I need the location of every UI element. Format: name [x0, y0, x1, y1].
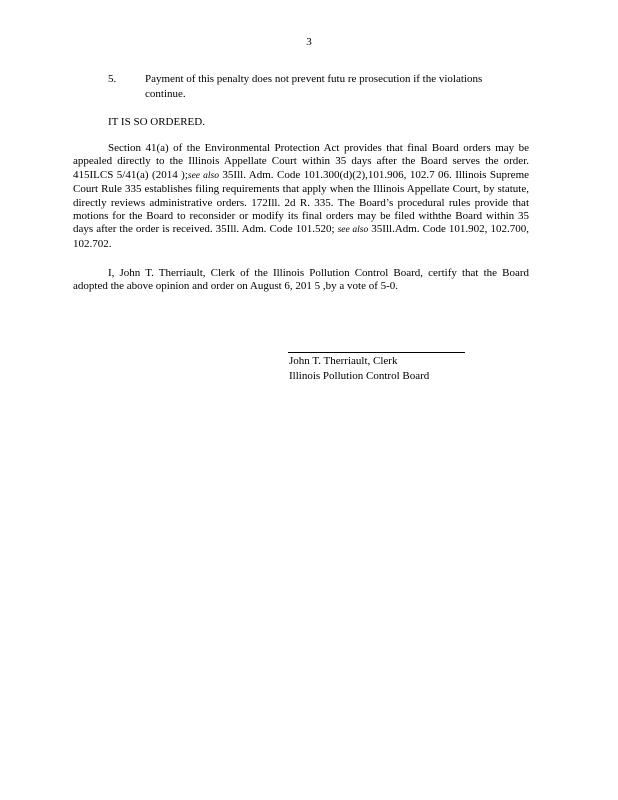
item-number: 5. — [108, 73, 117, 85]
see-also-citation-2: see also — [337, 225, 369, 236]
signer-name: John T. Therriault, Clerk — [289, 355, 398, 367]
item-text: Payment of this penalty does not prevent futu re prosecution if the violations continue. — [145, 73, 483, 100]
certification-text: I, John T. Therriault, Clerk of the Illinois Pollution Control Board, certify that the Board adopted the above opinion and order on August 6, 201 5 ,by a vote of 5-0. — [73, 267, 529, 293]
signer-organization: Illinois Pollution Control Board — [289, 369, 430, 382]
appeal-text-part1: Section 41(a) of the Environmental Protection Act provides that final Board orders may be appealed directly to the Illinois Appellate Court within 35 days after the Board serves the order. 415ILCS 5/41(a) (2014 ); — [73, 142, 529, 181]
signature-block — [289, 354, 429, 383]
appeal-text-part3: 35Ill.Adm. Code 101.902, 102.700, 102.702. — [73, 223, 529, 250]
appeal-rights-paragraph — [73, 142, 529, 251]
page-number: 3 — [306, 36, 312, 48]
see-also-citation-1: see also — [187, 170, 219, 181]
signature-line — [288, 352, 465, 353]
certification-paragraph — [73, 267, 529, 294]
appeal-text-part2: 35Ill. Adm. Code 101.300(d)(2),101.906, 102.7 06. Illinois Supreme Court Rule 335 establishes filing requirements that apply when the Illinois Appellate Court, by statute, directly reviews administrative orders. 172Ill. 2d R. 335. The Board’s procedural rules provide that motions for the Board to reconsider or modify its final orders may be filed withthe Board within 35 days after the order is received. 35Ill. Adm. Code 101.520; — [73, 168, 530, 236]
order-statement: IT IS SO ORDERED. — [108, 116, 205, 128]
